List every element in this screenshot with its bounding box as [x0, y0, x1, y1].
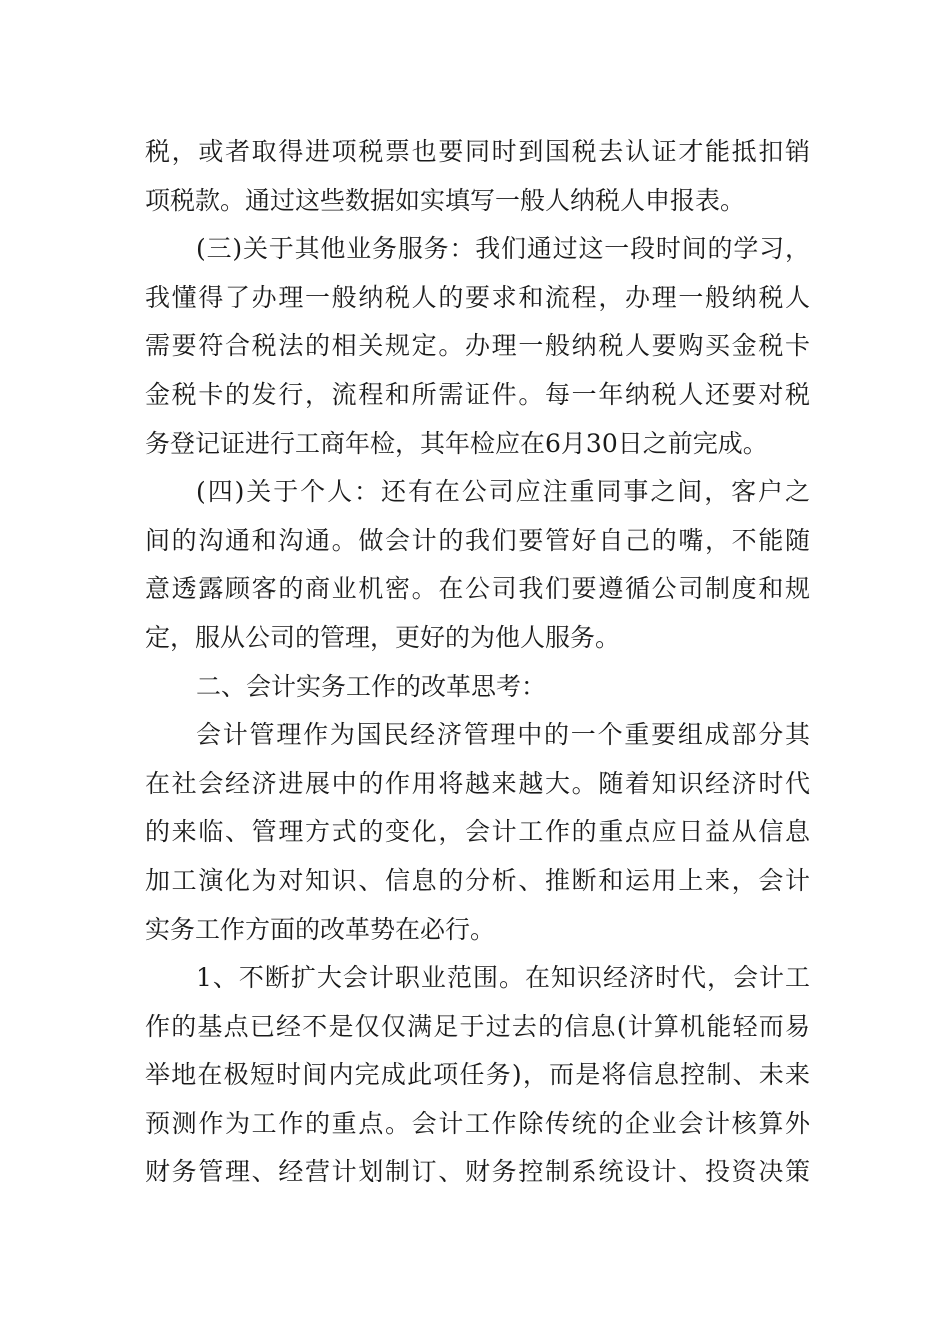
text-line: 的来临、管理方式的变化，会计工作的重点应日益从信息	[145, 817, 810, 847]
text-line: 定，服从公司的管理，更好的为他人服务。	[145, 622, 621, 652]
text-line: 金税卡的发行，流程和所需证件。每一年纳税人还要对税	[145, 379, 810, 409]
text-line: 需要符合税法的相关规定。办理一般纳税人要购买金税卡	[145, 331, 810, 361]
text-line: 加工演化为对知识、信息的分析、推断和运用上来，会计	[145, 865, 810, 895]
text-line: 意透露顾客的商业机密。在公司我们要遵循公司制度和规	[145, 574, 810, 604]
text-line: 项税款。通过这些数据如实填写一般人纳税人申报表。	[145, 185, 746, 215]
text-line: 1、不断扩大会计职业范围。在知识经济时代，会计工	[196, 963, 810, 993]
text-line: 税，或者取得进项税票也要同时到国税去认证才能抵扣销	[145, 137, 810, 166]
text-line: 会计管理作为国民经济管理中的一个重要组成部分其	[196, 720, 810, 750]
text-line: 二、会计实务工作的改革思考：	[196, 671, 547, 701]
body-text	[145, 128, 810, 1197]
text-line: 务登记证进行工商年检，其年检应在6月30日之前完成。	[145, 428, 768, 458]
text-line: 财务管理、经营计划制订、财务控制系统设计、投资决策	[145, 1157, 810, 1187]
text-line: 在社会经济进展中的作用将越来越大。随着知识经济时代	[145, 768, 810, 798]
text-line: 间的沟通和沟通。做会计的我们要管好自己的嘴，不能随	[145, 525, 810, 555]
text-line: (三)关于其他业务服务：我们通过这一段时间的学习，	[196, 234, 810, 264]
text-line: (四)关于个人：还有在公司应注重同事之间，客户之	[196, 477, 810, 507]
text-line: 实务工作方面的改革势在必行。	[145, 914, 496, 944]
text-line: 作的基点已经不是仅仅满足于过去的信息(计算机能轻而易	[145, 1011, 810, 1041]
text-line: 我懂得了办理一般纳税人的要求和流程，办理一般纳税人	[145, 282, 810, 312]
text-line: 举地在极短时间内完成此项任务)，而是将信息控制、未来	[145, 1060, 810, 1090]
text-line: 预测作为工作的重点。会计工作除传统的企业会计核算外	[145, 1108, 810, 1138]
